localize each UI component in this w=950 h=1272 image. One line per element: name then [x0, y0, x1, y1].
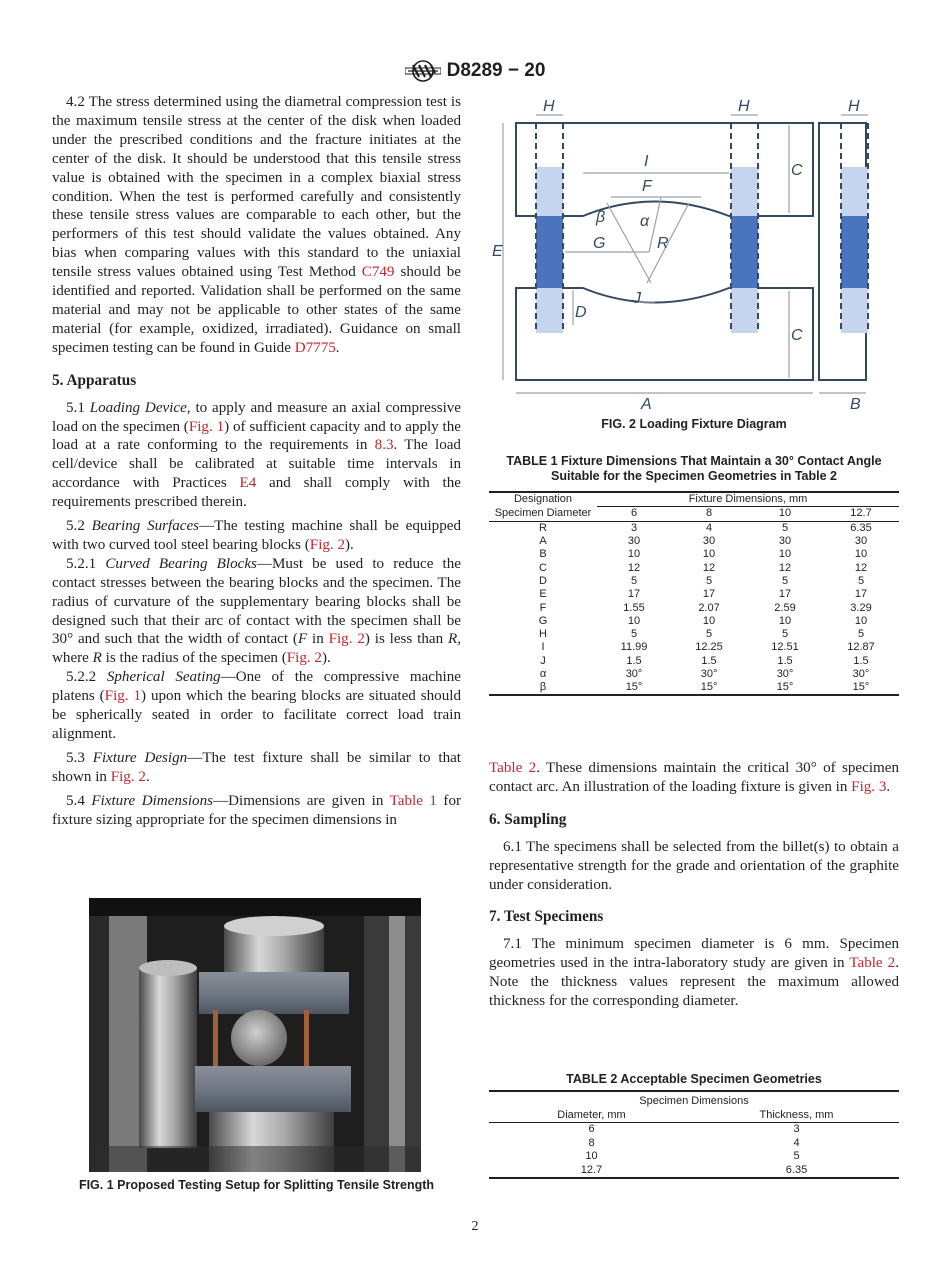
table-cell: 11.99 — [620, 641, 648, 654]
para-5-4 — [52, 792, 461, 830]
text: Bearing Surfaces — [91, 518, 200, 535]
table2-body — [489, 1123, 899, 1179]
table-cell: 5 — [793, 1150, 800, 1163]
table-cell: 1.55 — [623, 601, 645, 614]
table-cell: 30° — [625, 668, 643, 680]
text: is the radius of the specimen ( — [101, 650, 287, 667]
table-cell: β — [539, 681, 547, 694]
text: 5.3 — [66, 749, 93, 766]
link-fig-2[interactable]: Fig. 2 — [328, 631, 365, 648]
table-row — [489, 521, 899, 535]
fig2-diagram — [489, 95, 909, 417]
table-cell: 3 — [793, 1123, 800, 1136]
fig2-label-c1: C — [791, 162, 803, 179]
table1-body — [489, 521, 899, 695]
table-row — [489, 1123, 899, 1137]
table-cell: 12.25 — [695, 641, 723, 654]
table1-caption-line2: Suitable for the Specimen Geometries in Table 2 — [551, 469, 837, 483]
table-cell: 12.51 — [771, 641, 799, 654]
text: F — [297, 631, 308, 648]
text: ). — [345, 536, 354, 553]
table-cell: 30 — [778, 535, 792, 548]
table-cell: 15° — [776, 681, 794, 694]
table2-header-group: Specimen Dimensions — [639, 1095, 749, 1108]
table-cell: 5 — [781, 521, 789, 534]
table-row — [489, 1150, 899, 1164]
text: ) of sufficient capacity and to apply the load at a rate conforming to the requirements in — [52, 418, 461, 454]
table-cell: 30° — [700, 668, 718, 680]
para-5-2-2 — [52, 668, 461, 744]
text: 5.4 — [66, 792, 92, 809]
table-cell: 15° — [625, 681, 643, 694]
text: . The load cell/device shall be calibrated at suitable time intervals in accordance with Practices — [52, 437, 461, 492]
text: 5.2 — [66, 518, 92, 535]
table-cell: 3.29 — [850, 601, 872, 614]
text: 5.2.1 — [66, 555, 106, 572]
fig2-label-j: J — [633, 290, 641, 307]
table-cell: 1.5 — [701, 654, 717, 667]
text: for fixture sizing appropriate for the specimen dimensions in — [52, 792, 462, 828]
table-cell: 10 — [702, 614, 716, 627]
fig2-label-beta: β — [596, 209, 606, 226]
fig2-label-c2: C — [791, 327, 803, 344]
fig1-caption: FIG. 1 Proposed Testing Setup for Splitting Tensile Strength — [78, 1178, 435, 1192]
text: Fixture Design — [92, 749, 188, 766]
table2-header-thickness: Thickness, mm — [694, 1109, 899, 1123]
table-cell: D — [539, 574, 547, 587]
fig2-label-h2: H — [738, 98, 750, 115]
text: Fixture Dimensions — [91, 792, 213, 809]
table-cell: 12 — [627, 561, 641, 574]
table1-diam: 8 — [671, 507, 747, 521]
text: —Dimensions are given in — [213, 792, 390, 809]
table-cell: 30° — [776, 668, 794, 680]
section-heading-6: 6. Sampling — [489, 810, 567, 828]
fig2-label-g: G — [593, 235, 606, 252]
table-cell: 10 — [585, 1150, 598, 1163]
table-cell: 5 — [705, 628, 713, 641]
table-cell: C — [539, 561, 547, 574]
text: R — [92, 650, 102, 667]
text: , where — [52, 631, 461, 667]
text: should be identified and reported. Validation shall be performed on the same material and may not be applicable to other states of the same material (for example, oxidized, irradiated). Guidance on small specimen testing can be found in Guide — [52, 264, 461, 356]
table1-header-designation: Designation — [513, 493, 573, 506]
table1-diam: 10 — [747, 507, 823, 521]
table-cell: 5 — [857, 574, 865, 587]
table-cell: 17 — [627, 588, 641, 601]
table-cell: 5 — [781, 574, 789, 587]
table1-header-fixture: Fixture Dimensions, mm — [597, 492, 899, 507]
link-c749[interactable]: C749 — [361, 264, 395, 281]
text: . These dimensions maintain the critical 30° of specimen contact arc. An illustration of the loading fixture is given in — [489, 760, 900, 795]
fig2-label-a: A — [641, 396, 652, 413]
table-cell: α — [539, 668, 547, 680]
table-cell: 5 — [630, 574, 638, 587]
table1-header-diameter: Specimen Diameter — [489, 507, 597, 521]
table-row — [489, 588, 899, 601]
table-cell: 12 — [702, 561, 716, 574]
fig2-label-r: R — [657, 235, 669, 252]
table-cell: 6.35 — [785, 1163, 808, 1176]
table-cell: 12 — [778, 561, 792, 574]
table1-diam: 6 — [597, 507, 671, 521]
table-row — [489, 561, 899, 574]
table-cell: 12 — [854, 561, 868, 574]
link-table-2[interactable]: Table 2 — [849, 955, 896, 972]
table-row — [489, 535, 899, 548]
table-cell: R — [539, 521, 547, 534]
table1-caption — [489, 454, 899, 484]
table-cell: 10 — [778, 614, 792, 627]
table-cell: 10 — [627, 614, 641, 627]
table-cell: 1.5 — [777, 654, 793, 667]
table-cell: E — [539, 588, 547, 601]
link-e4[interactable]: E4 — [239, 475, 257, 492]
table-cell: 10 — [778, 548, 792, 561]
table-cell: J — [540, 654, 546, 667]
fig2-label-f: F — [642, 178, 652, 195]
table1 — [489, 491, 899, 696]
right-column — [489, 759, 899, 1011]
table-cell: 5 — [857, 628, 865, 641]
fig2-label-b: B — [850, 396, 861, 413]
table-cell: B — [539, 548, 547, 561]
table-row — [489, 601, 899, 614]
standard-designation: D8289 − 20 — [446, 60, 546, 81]
table-cell: 2.07 — [698, 601, 720, 614]
table-cell: A — [539, 535, 547, 548]
text: . — [145, 768, 150, 785]
table-cell: 30 — [854, 535, 868, 548]
fig2-label-e: E — [492, 243, 503, 260]
link-fig-2[interactable]: Fig. 2 — [286, 650, 322, 667]
section-heading-5: 5. Apparatus — [52, 371, 137, 389]
table-cell: 3 — [630, 521, 638, 534]
text: —The test fixture shall be similar to that shown in — [52, 749, 462, 785]
text: 5.2.2 — [66, 669, 107, 686]
table-cell: 6.35 — [850, 521, 872, 534]
text: ). — [321, 650, 331, 667]
text: 5.1 — [66, 399, 90, 416]
table-cell: G — [538, 614, 548, 627]
para-4-2 — [52, 93, 461, 358]
table-cell: 17 — [854, 588, 868, 601]
para-7-1 — [489, 935, 899, 1011]
left-column — [52, 93, 461, 830]
table-row — [489, 548, 899, 561]
table-cell: 6 — [588, 1123, 595, 1136]
table-row — [489, 1137, 899, 1151]
table-row — [489, 1164, 899, 1179]
para-5-2-1 — [52, 555, 461, 668]
table-cell: 17 — [702, 588, 716, 601]
link-fig-1[interactable]: Fig. 1 — [188, 418, 225, 435]
table2 — [489, 1090, 899, 1179]
table-cell: 4 — [793, 1136, 800, 1149]
para-5-3 — [52, 749, 461, 787]
table-row — [489, 575, 899, 588]
table-row — [489, 668, 899, 681]
text: ) upon which the bearing blocks are situated should be spherically seated in order to facilitate correct load train alignment. — [52, 688, 461, 742]
table-row — [489, 628, 899, 641]
text: in — [307, 631, 329, 648]
table-cell: 10 — [854, 548, 868, 561]
table-cell: 4 — [705, 521, 713, 534]
table-cell: 5 — [781, 628, 789, 641]
page-number: 2 — [471, 1219, 479, 1234]
table-row — [489, 681, 899, 695]
table-cell: 17 — [778, 588, 792, 601]
table-row — [489, 615, 899, 628]
table-cell: 10 — [854, 614, 868, 627]
table-cell: 30 — [702, 535, 716, 548]
table-cell: 12.7 — [580, 1163, 603, 1176]
table-cell: 10 — [702, 548, 716, 561]
para-5-1 — [52, 399, 461, 512]
table1-caption-line1: TABLE 1 Fixture Dimensions That Maintain a 30° Contact Angle — [506, 454, 882, 468]
text: 7.1 The minimum specimen diameter is 6 mm. Specimen geometries used in the intra-laboratory study are given in — [489, 936, 899, 972]
link-fig-2[interactable]: Fig. 2 — [309, 536, 346, 553]
text: —Must be used to reduce the contact stresses between the bearing blocks and the specimen. The radius of curvature of the supplementary bearing blocks shall be designed such that their arc of contact with the specimen shall be 30° and such that the width of contact ( — [52, 555, 461, 648]
page-header — [0, 56, 950, 86]
table-cell: 15° — [852, 681, 870, 694]
table1-diam: 12.7 — [823, 507, 899, 521]
link-table-2[interactable]: Table 2 — [489, 760, 537, 776]
text: —The testing machine shall be equipped with two curved tool steel bearing blocks ( — [52, 518, 461, 553]
link-8-3[interactable]: 8.3 — [374, 437, 394, 454]
link-fig-3[interactable]: Fig. 3 — [851, 778, 887, 795]
para-6-1: 6.1 The specimens shall be selected from the billet(s) to obtain a representative strength for the grade and orientation of the graphite under consideration. — [489, 838, 899, 893]
table-cell: 1.5 — [853, 654, 869, 667]
link-d7775[interactable]: D7775 — [294, 339, 336, 356]
text: Loading Device, — [89, 399, 191, 416]
section-heading-7: 7. Test Specimens — [489, 908, 604, 926]
fig1-photo — [89, 898, 421, 1172]
table-cell: 5 — [630, 628, 638, 641]
text: 4.2 The stress determined using the diametral compression test is the maximum tensile stress at the center of the disk when loaded under the prescribed conditions and the fracture initiates at the center of the disk. It should be understood that this tensile stress value is obtained with the specimen in a complex biaxial stress condition. When the test is performed carefully and consistently these tensile stress values are comparable to each other, but the performers of this test should validate the values obtained. Any bias when comparing values with this standard to the uniaxial tensile stress values obtained using Test Method — [52, 94, 461, 281]
fig2-label-d: D — [575, 304, 587, 321]
fig2-label-h1: H — [543, 98, 555, 115]
table-cell: I — [541, 641, 545, 654]
text: R — [447, 631, 458, 648]
table-cell: 10 — [627, 548, 641, 561]
table-cell: 5 — [705, 574, 713, 587]
table-row — [489, 655, 899, 668]
para-5-2 — [52, 517, 461, 555]
fig2-label-i: I — [644, 153, 649, 170]
link-table-1[interactable]: Table 1 — [389, 792, 437, 809]
table2-caption: TABLE 2 Acceptable Specimen Geometries — [566, 1072, 822, 1086]
table-cell: 30° — [852, 668, 870, 680]
table-cell: H — [539, 628, 547, 641]
table-row — [489, 641, 899, 654]
table-cell: 8 — [588, 1136, 595, 1149]
para-5-4-cont — [489, 759, 899, 797]
fig2-label-h3: H — [848, 98, 860, 115]
text: Curved Bearing Blocks — [105, 555, 257, 572]
table2-header-diameter: Diameter, mm — [489, 1109, 694, 1123]
table-cell: 2.59 — [774, 601, 796, 614]
text: and shall comply with the requirements prescribed therein. — [52, 475, 461, 511]
table-cell: 30 — [627, 535, 641, 548]
link-fig-2[interactable]: Fig. 2 — [110, 768, 146, 785]
table-cell: 15° — [700, 681, 718, 694]
astm-logo — [405, 59, 441, 83]
fig2-caption: FIG. 2 Loading Fixture Diagram — [601, 417, 787, 431]
text: —One of the compressive machine platens ( — [52, 669, 461, 705]
text: . — [886, 778, 891, 795]
table-cell: 1.5 — [626, 654, 642, 667]
table-cell: F — [539, 601, 547, 614]
fig2-label-alpha: α — [640, 213, 650, 230]
text: to apply and measure an axial compressive load on the specimen ( — [52, 399, 462, 435]
text: . — [335, 339, 340, 356]
text: Spherical Seating — [106, 669, 221, 686]
text: ) is less than — [364, 631, 448, 648]
text: . Note the thickness values represent the maximum allowed thickness for the corresponding diameter. — [489, 955, 900, 1010]
table-cell: 12.87 — [847, 641, 875, 654]
link-fig-1[interactable]: Fig. 1 — [104, 688, 142, 705]
